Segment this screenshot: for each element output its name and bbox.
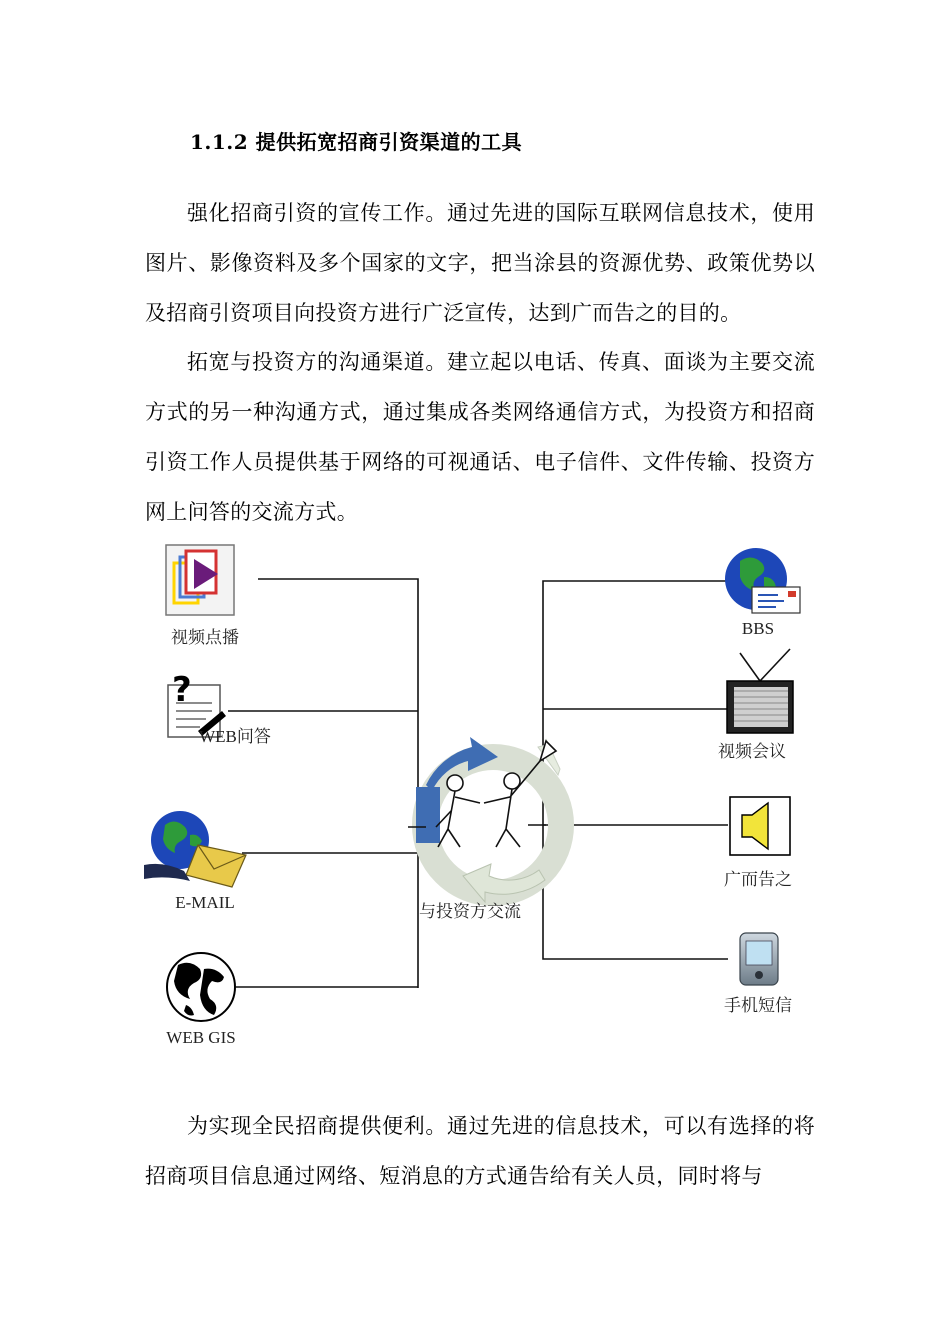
globe-icon [167,953,235,1021]
left-connector-lines [228,579,418,988]
center-label: 与投资方交流 [419,902,521,922]
section-heading: 1.1.2 提供拓宽招商引资渠道的工具 [190,130,523,154]
people-exchange-icon [408,737,561,902]
paragraph-communication: 拓宽与投资方的沟通渠道。建立起以电话、传真、面谈为主要交流方式的另一种沟通方式，通过集成各类网络通信方式，为投资方和招商引资工作人员提供基于网络的可视通话、电子信件、文件传输、投资方网上问答的交流方式。 [145,350,815,524]
left-item-label-video: 视频点播 [171,628,239,648]
left-item-label-webgis: WEB GIS [166,1028,236,1047]
speaker-icon [730,797,790,855]
left-item-label-email: E-MAIL [175,893,235,912]
paragraph-publicity: 强化招商引资的宣传工作。通过先进的国际互联网信息技术，使用图片、影像资料及多个国家的文字，把当涂县的资源优势、政策优势以及招商引资项目向投资方进行广泛宣传，达到广而告之的目的。 [145,201,815,325]
globe-letter-icon [725,548,800,613]
communication-channels-diagram [0,535,950,1070]
video-play-icon [166,545,234,615]
right-connector-lines [543,581,728,959]
globe-envelope-icon [144,811,246,887]
svg-text:?: ? [172,670,192,710]
right-item-label-advertise: 广而告之 [724,870,792,890]
right-item-label-videoconf: 视频会议 [718,742,786,762]
paragraph-convenience: 为实现全民招商提供便利。通过先进的信息技术，可以有选择的将招商项目信息通过网络、短消息的方式通告给有关人员，同时将与 [145,1114,815,1188]
right-item-label-sms: 手机短信 [724,996,792,1016]
left-item-label-webqa: WEB问答 [199,727,271,746]
television-icon [727,649,793,733]
right-item-label-bbs: BBS [741,619,775,638]
mobile-phone-icon [740,933,778,985]
